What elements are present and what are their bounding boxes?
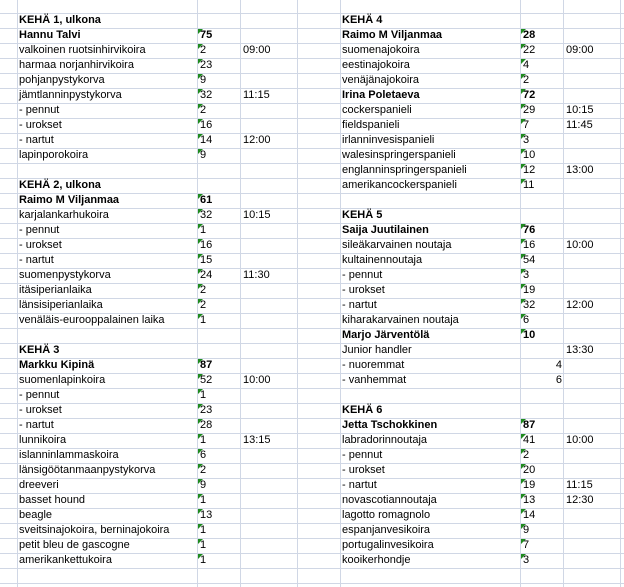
breed-name[interactable]: labradorinnoutaja	[342, 434, 428, 446]
error-indicator-icon	[198, 209, 203, 214]
entry-count[interactable]: 52	[200, 374, 213, 386]
breed-name[interactable]: - pennut	[342, 449, 383, 461]
breed-name[interactable]: kooikerhondje	[342, 554, 411, 566]
judging-time[interactable]: 10:00	[566, 239, 594, 251]
error-indicator-icon	[198, 419, 203, 424]
entry-count[interactable]: 2	[200, 104, 207, 116]
error-indicator-icon	[198, 539, 203, 544]
breed-name[interactable]: suomenlapinkoira	[19, 374, 106, 386]
entry-count[interactable]: 23	[200, 59, 213, 71]
entry-count[interactable]: 2	[523, 449, 530, 461]
error-indicator-icon	[521, 479, 526, 484]
error-indicator-icon	[198, 404, 203, 409]
entry-count[interactable]: 12	[523, 164, 536, 176]
judging-time[interactable]: 10:00	[566, 434, 594, 446]
error-indicator-icon	[521, 554, 526, 559]
section-heading[interactable]: KEHÄ 2, ulkona	[19, 179, 101, 191]
breed-name[interactable]: suomenajokoira	[342, 44, 420, 56]
entry-count[interactable]: 7	[523, 539, 530, 551]
entry-count[interactable]: 10	[523, 329, 536, 341]
error-indicator-icon	[521, 419, 526, 424]
entry-count[interactable]: 1	[200, 389, 207, 401]
breed-name[interactable]	[342, 388, 520, 403]
breed-name[interactable]: lunnikoira	[19, 434, 67, 446]
entry-count[interactable]: 22	[523, 44, 536, 56]
breed-name[interactable]: suomenpystykorva	[19, 269, 111, 281]
error-indicator-icon	[521, 449, 526, 454]
entry-count[interactable]: 15	[200, 254, 213, 266]
error-indicator-icon	[521, 104, 526, 109]
entry-count[interactable]: 32	[523, 299, 536, 311]
error-indicator-icon	[198, 269, 203, 274]
error-indicator-icon	[198, 224, 203, 229]
entry-count[interactable]: 1	[200, 524, 207, 536]
breed-name[interactable]: - urokset	[342, 464, 385, 476]
breed-name[interactable]: petit bleu de gascogne	[19, 539, 130, 551]
section-heading[interactable]: KEHÄ 6	[342, 404, 383, 416]
breed-name[interactable]: lapinporokoira	[19, 149, 89, 161]
judging-time[interactable]: 09:00	[566, 44, 594, 56]
error-indicator-icon	[521, 329, 526, 334]
breed-name[interactable]: kiharakarvainen noutaja	[342, 314, 459, 326]
judging-time[interactable]: 11:45	[566, 119, 593, 131]
error-indicator-icon	[198, 314, 203, 319]
breed-name[interactable]: eestinajokoira	[342, 59, 410, 71]
group-count[interactable]: 4	[555, 359, 562, 371]
section-heading[interactable]: Raimo M Viljanmaa	[19, 194, 120, 206]
section-heading[interactable]: Jetta Tschokkinen	[342, 419, 438, 431]
grid-line-horizontal	[0, 583, 624, 584]
error-indicator-icon	[521, 254, 526, 259]
breed-name[interactable]: dreeveri	[19, 479, 59, 491]
breed-name[interactable]: basset hound	[19, 494, 86, 506]
entry-count[interactable]: 9	[200, 74, 207, 86]
error-indicator-icon	[198, 494, 203, 499]
section-heading[interactable]: Raimo M Viljanmaa	[342, 29, 443, 41]
entry-count[interactable]: 20	[523, 464, 536, 476]
breed-name[interactable]: fieldspanieli	[342, 119, 400, 131]
entry-count[interactable]: 75	[200, 29, 213, 41]
breed-name[interactable]: venäjänajokoira	[342, 74, 420, 86]
error-indicator-icon	[198, 479, 203, 484]
entry-count[interactable]: 76	[523, 224, 536, 236]
error-indicator-icon	[198, 449, 203, 454]
breed-name[interactable]: irlanninvesispanieli	[342, 134, 435, 146]
error-indicator-icon	[198, 74, 203, 79]
group-count[interactable]: 6	[555, 374, 562, 386]
entry-count[interactable]: 19	[523, 284, 536, 296]
breed-name[interactable]: - pennut	[19, 104, 60, 116]
breed-name[interactable]	[342, 193, 520, 208]
judging-time[interactable]: 11:30	[243, 269, 270, 281]
entry-count[interactable]: 10	[523, 149, 536, 161]
error-indicator-icon	[521, 299, 526, 304]
entry-count[interactable]: 3	[523, 134, 530, 146]
entry-count[interactable]: 11	[523, 179, 535, 191]
breed-name[interactable]: - urokset	[19, 404, 62, 416]
breed-name[interactable]: lagotto romagnolo	[342, 509, 431, 521]
breed-name[interactable]: novascotiannoutaja	[342, 494, 437, 506]
error-indicator-icon	[198, 359, 203, 364]
entry-count[interactable]: 3	[523, 554, 530, 566]
breed-name[interactable]: venäläis-eurooppalainen laika	[19, 314, 165, 326]
error-indicator-icon	[521, 224, 526, 229]
entry-count[interactable]: 29	[523, 104, 536, 116]
breed-name[interactable]: - nartut	[342, 479, 377, 491]
judging-time[interactable]: 11:15	[566, 479, 593, 491]
error-indicator-icon	[198, 89, 203, 94]
breed-name[interactable]	[19, 328, 197, 343]
entry-count[interactable]: 13	[523, 494, 536, 506]
error-indicator-icon	[521, 134, 526, 139]
error-indicator-icon	[521, 179, 526, 184]
judging-time[interactable]: 09:00	[243, 44, 271, 56]
error-indicator-icon	[198, 299, 203, 304]
entry-count[interactable]: 87	[523, 419, 536, 431]
entry-count[interactable]: 9	[200, 479, 207, 491]
entry-count[interactable]: 4	[523, 59, 530, 71]
error-indicator-icon	[521, 509, 526, 514]
section-heading[interactable]: Saija Juutilainen	[342, 224, 429, 236]
error-indicator-icon	[521, 314, 526, 319]
breed-name[interactable]: walesinspringerspanieli	[342, 149, 456, 161]
entry-count[interactable]: 1	[200, 434, 207, 446]
error-indicator-icon	[198, 44, 203, 49]
breed-name[interactable]: Junior handler	[342, 344, 412, 356]
breed-name[interactable]: - nartut	[19, 134, 54, 146]
section-heading[interactable]: Irina Poletaeva	[342, 89, 420, 101]
entry-count[interactable]: 6	[523, 314, 530, 326]
entry-count[interactable]: 6	[200, 449, 207, 461]
entry-count[interactable]: 28	[523, 29, 536, 41]
entry-count[interactable]: 9	[523, 524, 530, 536]
breed-name[interactable]: amerikankettukoira	[19, 554, 112, 566]
breed-name[interactable]: beagle	[19, 509, 53, 521]
section-heading[interactable]: KEHÄ 1, ulkona	[19, 14, 101, 26]
error-indicator-icon	[198, 239, 203, 244]
error-indicator-icon	[198, 254, 203, 259]
error-indicator-icon	[198, 104, 203, 109]
error-indicator-icon	[198, 149, 203, 154]
error-indicator-icon	[198, 509, 203, 514]
breed-name[interactable]: cockerspanieli	[342, 104, 412, 116]
breed-name[interactable]: portugalinvesikoira	[342, 539, 434, 551]
error-indicator-icon	[521, 269, 526, 274]
error-indicator-icon	[521, 464, 526, 469]
judging-time[interactable]: 13:30	[566, 344, 594, 356]
entry-count[interactable]: 9	[200, 149, 207, 161]
entry-count[interactable]: 3	[523, 269, 530, 281]
breed-name[interactable]: harmaa norjanhirvikoira	[19, 59, 134, 71]
error-indicator-icon	[521, 119, 526, 124]
judging-time[interactable]: 10:00	[243, 374, 271, 386]
entry-count[interactable]: 19	[523, 479, 536, 491]
entry-count[interactable]: 28	[200, 419, 213, 431]
judging-time[interactable]: 13:15	[243, 434, 271, 446]
breed-name[interactable]: englanninspringerspanieli	[342, 164, 467, 176]
judging-time[interactable]: 12:00	[566, 299, 594, 311]
section-heading[interactable]: KEHÄ 5	[342, 209, 383, 221]
error-indicator-icon	[521, 284, 526, 289]
error-indicator-icon	[521, 239, 526, 244]
entry-count[interactable]: 2	[200, 299, 207, 311]
breed-name[interactable]: amerikancockerspanieli	[342, 179, 457, 191]
entry-count[interactable]: 14	[200, 134, 213, 146]
breed-name[interactable]: valkoinen ruotsinhirvikoira	[19, 44, 146, 56]
breed-name[interactable]: - pennut	[342, 269, 383, 281]
error-indicator-icon	[198, 134, 203, 139]
entry-count[interactable]: 1	[200, 314, 207, 326]
entry-count[interactable]: 54	[523, 254, 536, 266]
entry-count[interactable]: 32	[200, 89, 213, 101]
error-indicator-icon	[198, 389, 203, 394]
error-indicator-icon	[198, 374, 203, 379]
error-indicator-icon	[198, 434, 203, 439]
section-heading[interactable]: Markku Kipinä	[19, 359, 95, 371]
breed-name[interactable]: - pennut	[19, 224, 60, 236]
entry-count[interactable]: 1	[200, 539, 207, 551]
breed-name[interactable]: islanninlammaskoira	[19, 449, 119, 461]
error-indicator-icon	[521, 164, 526, 169]
entry-count[interactable]: 13	[200, 509, 213, 521]
error-indicator-icon	[521, 494, 526, 499]
entry-count[interactable]: 16	[200, 119, 213, 131]
breed-name[interactable]	[19, 163, 197, 178]
breed-name[interactable]: karjalankarhukoira	[19, 209, 109, 221]
breed-name[interactable]: - vanhemmat	[342, 374, 407, 386]
breed-name[interactable]: länsigöötanmaanpystykorva	[19, 464, 156, 476]
entry-count[interactable]: 2	[200, 284, 207, 296]
section-heading[interactable]: Hannu Talvi	[19, 29, 81, 41]
breed-name[interactable]: kultainennoutaja	[342, 254, 423, 266]
error-indicator-icon	[521, 149, 526, 154]
breed-name[interactable]: - nartut	[19, 419, 54, 431]
error-indicator-icon	[198, 59, 203, 64]
breed-name[interactable]: pohjanpystykorva	[19, 74, 105, 86]
entry-count[interactable]: 61	[200, 194, 213, 206]
entry-count[interactable]: 14	[523, 509, 536, 521]
section-heading[interactable]: KEHÄ 4	[342, 14, 383, 26]
entry-count[interactable]: 2	[200, 44, 207, 56]
judging-time[interactable]: 11:15	[243, 89, 270, 101]
entry-count[interactable]: 24	[200, 269, 213, 281]
error-indicator-icon	[521, 539, 526, 544]
judging-time[interactable]: 10:15	[243, 209, 271, 221]
entry-count[interactable]: 87	[200, 359, 213, 371]
judging-time[interactable]: 10:15	[566, 104, 594, 116]
breed-name[interactable]: - nartut	[19, 254, 54, 266]
entry-count[interactable]: 7	[523, 119, 530, 131]
entry-count[interactable]: 2	[200, 464, 207, 476]
section-heading[interactable]: KEHÄ 3	[19, 344, 60, 356]
error-indicator-icon	[521, 29, 526, 34]
breed-name[interactable]: - urokset	[19, 119, 62, 131]
entry-count[interactable]: 2	[523, 74, 530, 86]
breed-name[interactable]: länsisiperianlaika	[19, 299, 103, 311]
entry-count[interactable]: 1	[200, 494, 207, 506]
error-indicator-icon	[521, 74, 526, 79]
entry-count[interactable]: 1	[200, 224, 207, 236]
grid-line-horizontal	[0, 568, 624, 569]
error-indicator-icon	[521, 89, 526, 94]
breed-name[interactable]: - pennut	[19, 389, 60, 401]
section-heading[interactable]: Marjo Järventölä	[342, 329, 430, 341]
error-indicator-icon	[198, 194, 203, 199]
entry-count[interactable]: 16	[523, 239, 536, 251]
breed-name[interactable]: itäsiperianlaika	[19, 284, 92, 296]
breed-name[interactable]: - nartut	[342, 299, 377, 311]
breed-name[interactable]: - urokset	[342, 284, 385, 296]
error-indicator-icon	[198, 119, 203, 124]
error-indicator-icon	[521, 59, 526, 64]
judging-time[interactable]: 12:00	[243, 134, 271, 146]
breed-name[interactable]: sveitsinajokoira, berninajokoira	[19, 524, 170, 536]
entry-count[interactable]: 32	[200, 209, 213, 221]
error-indicator-icon	[521, 524, 526, 529]
error-indicator-icon	[198, 464, 203, 469]
entry-count[interactable]: 72	[523, 89, 536, 101]
error-indicator-icon	[521, 434, 526, 439]
error-indicator-icon	[198, 29, 203, 34]
entry-count[interactable]: 23	[200, 404, 213, 416]
judging-time[interactable]: 13:00	[566, 164, 594, 176]
error-indicator-icon	[198, 554, 203, 559]
breed-name[interactable]: - nuoremmat	[342, 359, 405, 371]
error-indicator-icon	[198, 284, 203, 289]
judging-time[interactable]: 12:30	[566, 494, 594, 506]
breed-name[interactable]: sileäkarvainen noutaja	[342, 239, 452, 251]
error-indicator-icon	[198, 524, 203, 529]
breed-name[interactable]: - urokset	[19, 239, 62, 251]
entry-count[interactable]: 41	[523, 434, 536, 446]
breed-name[interactable]: espanjanvesikoira	[342, 524, 431, 536]
entry-count[interactable]: 1	[200, 554, 207, 566]
breed-name[interactable]: jämtlanninpystykorva	[19, 89, 122, 101]
error-indicator-icon	[521, 44, 526, 49]
entry-count[interactable]: 16	[200, 239, 213, 251]
